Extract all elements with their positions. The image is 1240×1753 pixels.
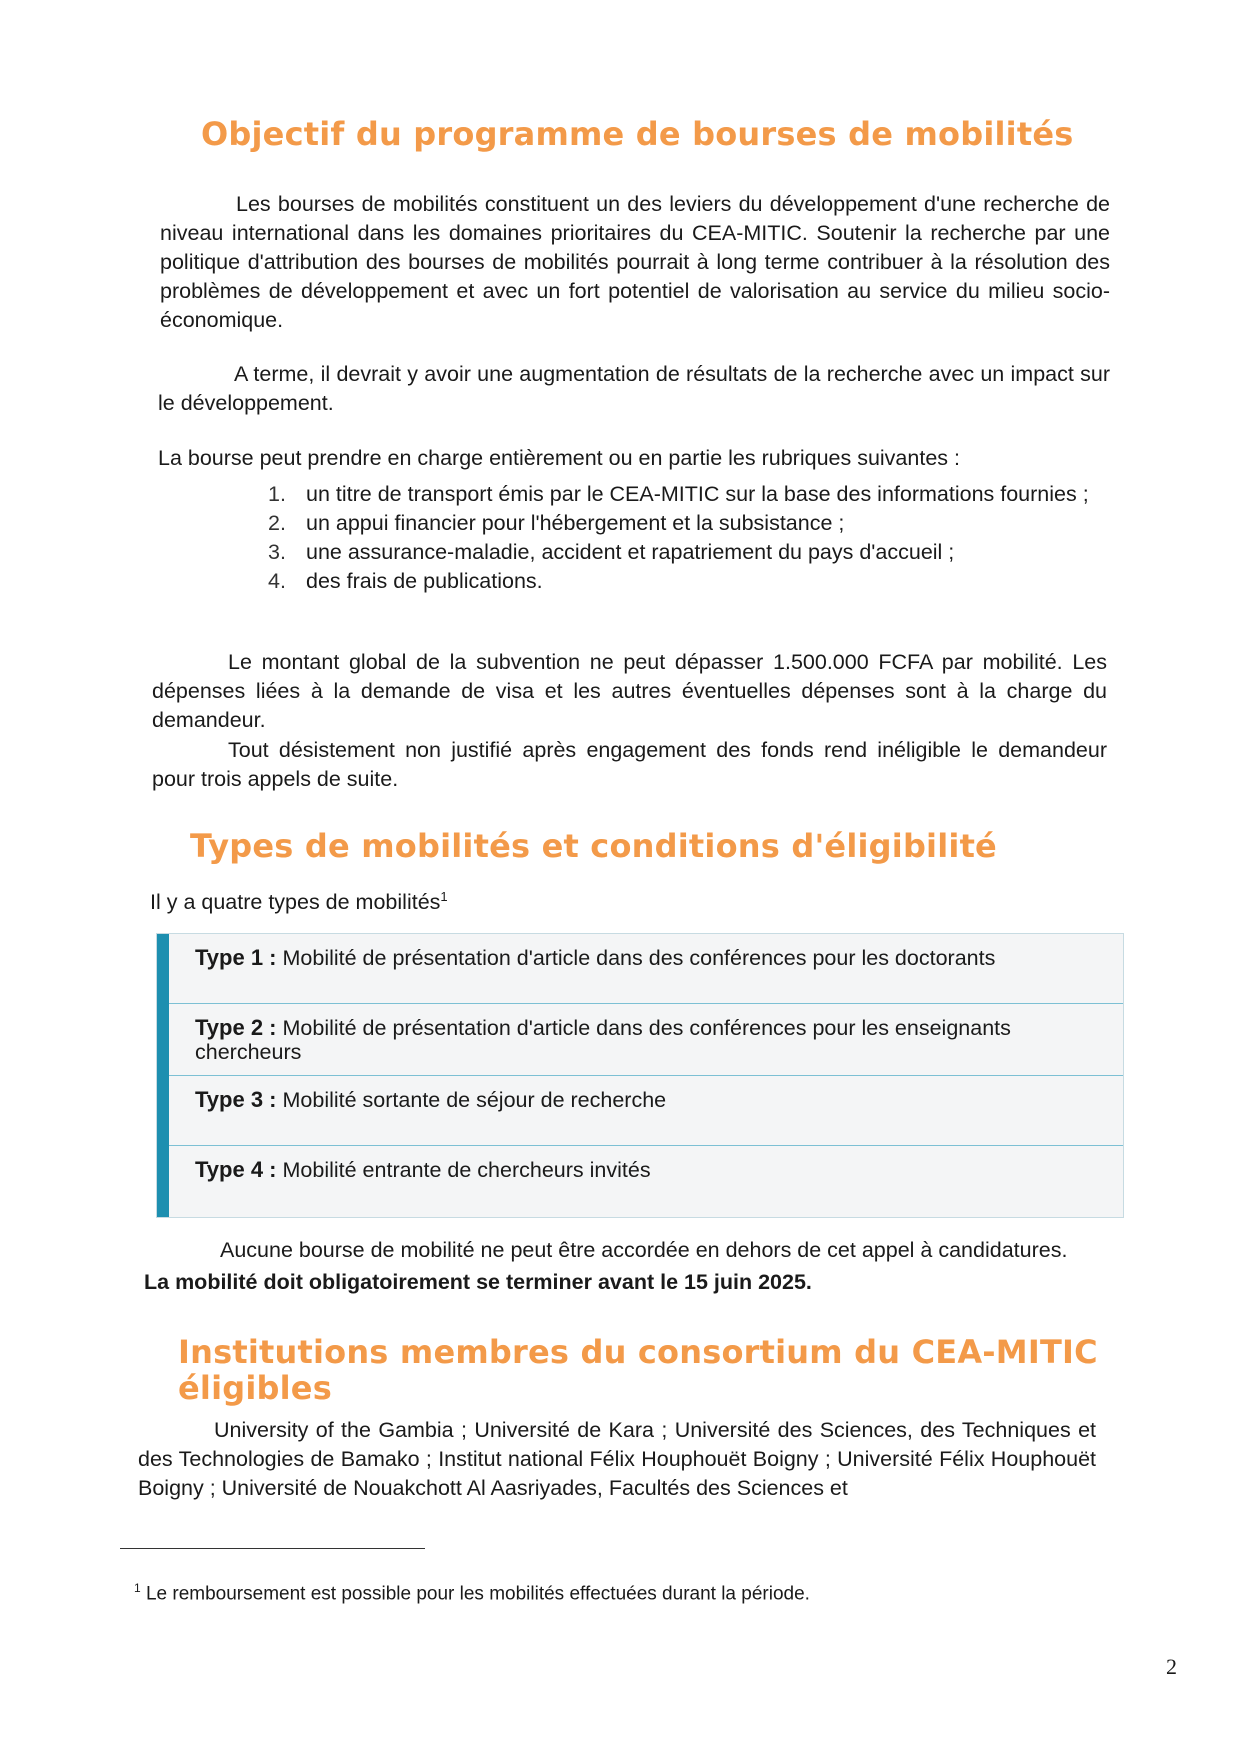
list-number: 4. <box>268 569 286 593</box>
list-item <box>268 538 1148 567</box>
paragraph-intro: Les bourses de mobilités constituent un des leviers du développement d'une recherche de niveau international dans les domaines prioritaires du CEA-MITIC. Soutenir la recherche par une politique d'attribution des bourses de mobilités pourrait à long terme contribuer à la résolution des problèmes de développement et avec un fort potentiel de valorisation au service du milieu socio- économique. <box>160 192 1110 332</box>
paragraph-rubriques: La bourse peut prendre en charge entièrement ou en partie les rubriques suivantes : <box>158 446 960 470</box>
section-title-types: Types de mobilités et conditions d'éligibilité <box>190 827 997 865</box>
mobility-types-box <box>156 933 1124 1218</box>
type-row <box>169 1004 1123 1076</box>
type-label: Type 2 : <box>195 1015 277 1040</box>
type-text: Mobilité sortante de séjour de recherche <box>282 1088 667 1112</box>
list-text: un appui financier pour l'hébergement et la subsistance ; <box>306 511 845 535</box>
type-label: Type 3 : <box>195 1087 277 1112</box>
list-number: 3. <box>268 540 286 564</box>
type-row <box>169 1076 1123 1146</box>
footnote-number: 1 <box>134 1581 141 1595</box>
list-number: 1. <box>268 482 286 506</box>
list-text: une assurance-maladie, accident et rapatriement du pays d'accueil ; <box>306 540 955 564</box>
list-item <box>268 509 1148 538</box>
paragraph-impact: A terme, il devrait y avoir une augmentation de résultats de la recherche avec un impact sur le développement. <box>158 362 1110 415</box>
footnote <box>134 1576 810 1606</box>
types-intro <box>150 888 750 917</box>
type-row <box>169 934 1123 1004</box>
type-text: Mobilité de présentation d'article dans des conférences pour les enseignants chercheurs <box>195 1016 1011 1064</box>
type-row <box>169 1146 1123 1218</box>
footnote-text: Le remboursement est possible pour les mobilités effectuées durant la période. <box>145 1583 810 1605</box>
footnote-reference[interactable]: 1 <box>440 888 448 904</box>
paragraph-aucune-bourse: Aucune bourse de mobilité ne peut être accordée en dehors de cet appel à candidatures. <box>220 1238 1068 1262</box>
list-item <box>268 480 1148 509</box>
page-number: 2 <box>1166 1654 1177 1679</box>
type-text: Mobilité entrante de chercheurs invités <box>282 1158 651 1182</box>
type-text: Mobilité de présentation d'article dans des conférences pour les doctorants <box>282 946 996 970</box>
footnote-separator <box>120 1548 425 1549</box>
list-text: des frais de publications. <box>306 569 543 593</box>
section-title-objectif: Objectif du programme de bourses de mobilités <box>201 115 1074 153</box>
paragraph-desistement: Tout désistement non justifié après engagement des fonds rend inéligible le demandeur pour trois appels de suite. <box>152 738 1107 791</box>
list-number: 2. <box>268 511 286 535</box>
paragraph-deadline: La mobilité doit obligatoirement se terminer avant le 15 juin 2025. <box>144 1270 812 1294</box>
list-text: un titre de transport émis par le CEA-MITIC sur la base des informations fournies ; <box>306 482 1089 506</box>
list-item <box>268 567 1148 596</box>
types-intro-text: Il y a quatre types de mobilités <box>150 890 441 914</box>
paragraph-institutions: University of the Gambia ; Université de Kara ; Université des Sciences, des Techniques et des Technologies de Bamako ; Institut national Félix Houphouët Boigny ; Université Félix Houphouët Boigny ; Université de Nouakchott Al Aasriyades, Facultés des Sciences et <box>138 1418 1096 1500</box>
section-title-institutions-line2: éligibles <box>178 1369 332 1407</box>
type-label: Type 1 : <box>195 945 277 970</box>
section-title-institutions: Institutions membres du consortium du CEA-MITIC <box>178 1333 1098 1371</box>
rubriques-list <box>268 480 1148 596</box>
type-label: Type 4 : <box>195 1157 277 1182</box>
box-accent-bar <box>157 934 169 1217</box>
paragraph-montant: Le montant global de la subvention ne peut dépasser 1.500.000 FCFA par mobilité. Les dépenses liées à la demande de visa et les autres éventuelles dépenses sont à la charge du demandeur. <box>152 650 1107 732</box>
